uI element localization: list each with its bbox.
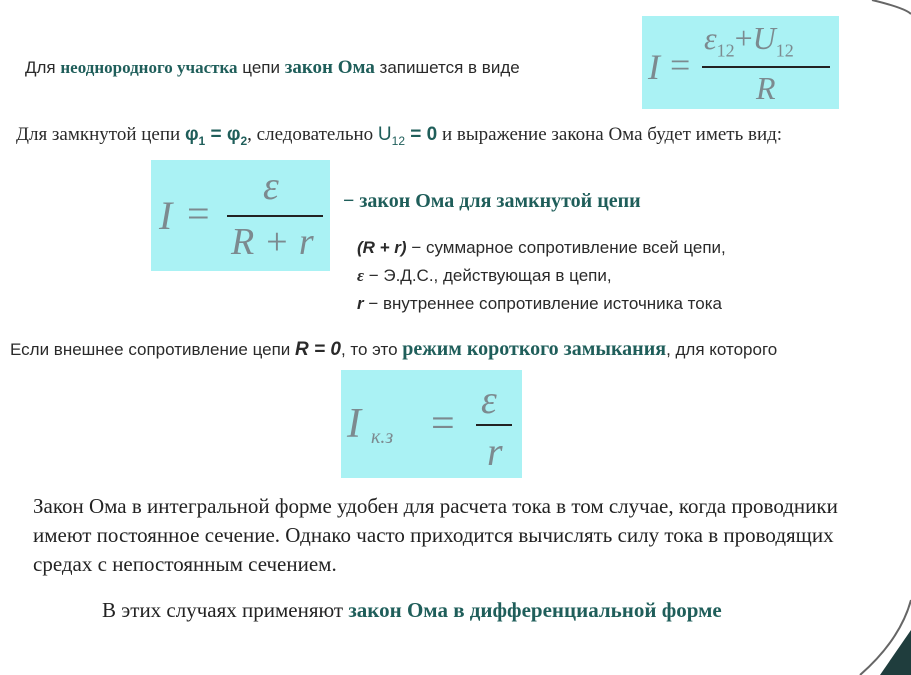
text: , следовательно [247, 124, 378, 145]
final-line [102, 598, 722, 623]
text: В этих случаях применяют [102, 598, 349, 622]
formula-lhs: I [648, 47, 660, 87]
subscript: 12 [391, 133, 405, 148]
text: цепи [237, 58, 285, 77]
fraction-line [227, 215, 323, 217]
text: и выражение закона Ома будет иметь вид: [437, 124, 783, 145]
voltage-symbol: U [377, 124, 392, 145]
text: Если внешнее сопротивление цепи [10, 340, 295, 359]
integral-form-paragraph: Закон Ома в интегральной форме удобен для расчета тока в том случае, когда проводники имеют постоянное сечение. Однако часто приходится вычислять силу тока в проводящих средах с непостоянным сечением. [33, 494, 838, 576]
subscript: 12 [775, 40, 794, 61]
phi-symbol: φ [226, 124, 241, 145]
emf-symbol: ε [704, 20, 717, 56]
text: Для замкнутой цепи [16, 124, 185, 145]
emf-symbol: ε [481, 377, 497, 422]
text: = 0 [405, 124, 438, 145]
emf-symbol: ε [263, 163, 279, 208]
condition-text: R = 0 [295, 339, 341, 360]
legend-item [357, 238, 726, 258]
law-text: закон Ома [284, 57, 375, 78]
formula-closed-circuit [151, 160, 330, 271]
subscript: к.з [371, 426, 394, 448]
legend-term: ε [357, 266, 364, 285]
legend-term: (R + r) [357, 238, 407, 257]
legend-text: − внутреннее сопротивление источника тока [363, 294, 722, 313]
plus-sign: + [734, 20, 753, 56]
text: , то это [340, 340, 403, 359]
voltage-symbol: U [752, 20, 776, 56]
phi-symbol: φ [184, 124, 199, 145]
formula-den: R + r [231, 221, 314, 263]
closed-law-label: − закон Ома для замкнутой цепи [343, 190, 641, 212]
formula-eq: = [431, 401, 455, 447]
mode-text: режим короткого замыкания [402, 338, 667, 360]
text: , для которого [666, 340, 778, 359]
text: = [205, 124, 227, 145]
legend-text: − суммарное сопротивление всей цепи, [406, 238, 726, 257]
short-circuit-line [10, 338, 777, 361]
fraction-line [476, 424, 512, 426]
subscript: 1 [198, 133, 206, 148]
intro-line [25, 57, 520, 79]
formula-lhs: I [347, 401, 361, 447]
formula-eq: = [670, 45, 691, 85]
highlight-text: неоднородного участка [60, 58, 238, 77]
legend-text: − Э.Д.С., действующая в цепи, [363, 266, 612, 285]
legend-term: r [357, 294, 364, 313]
formula-den: R [756, 70, 776, 106]
formula-short-circuit [341, 370, 522, 478]
law-text: закон Ома в дифференциальной форме [348, 598, 722, 622]
formula-lhs: I [159, 193, 173, 238]
formula-den: r [487, 429, 503, 474]
formula-inhomogeneous [642, 16, 839, 109]
fraction-line [702, 66, 830, 68]
text: Для [25, 58, 61, 77]
legend-item [357, 294, 722, 314]
subscript: 12 [716, 40, 735, 61]
closed-circuit-line [16, 124, 782, 148]
subscript: 2 [240, 133, 248, 148]
text: запишется в виде [374, 58, 520, 77]
legend-item [357, 266, 612, 286]
formula-eq: = [187, 191, 210, 236]
